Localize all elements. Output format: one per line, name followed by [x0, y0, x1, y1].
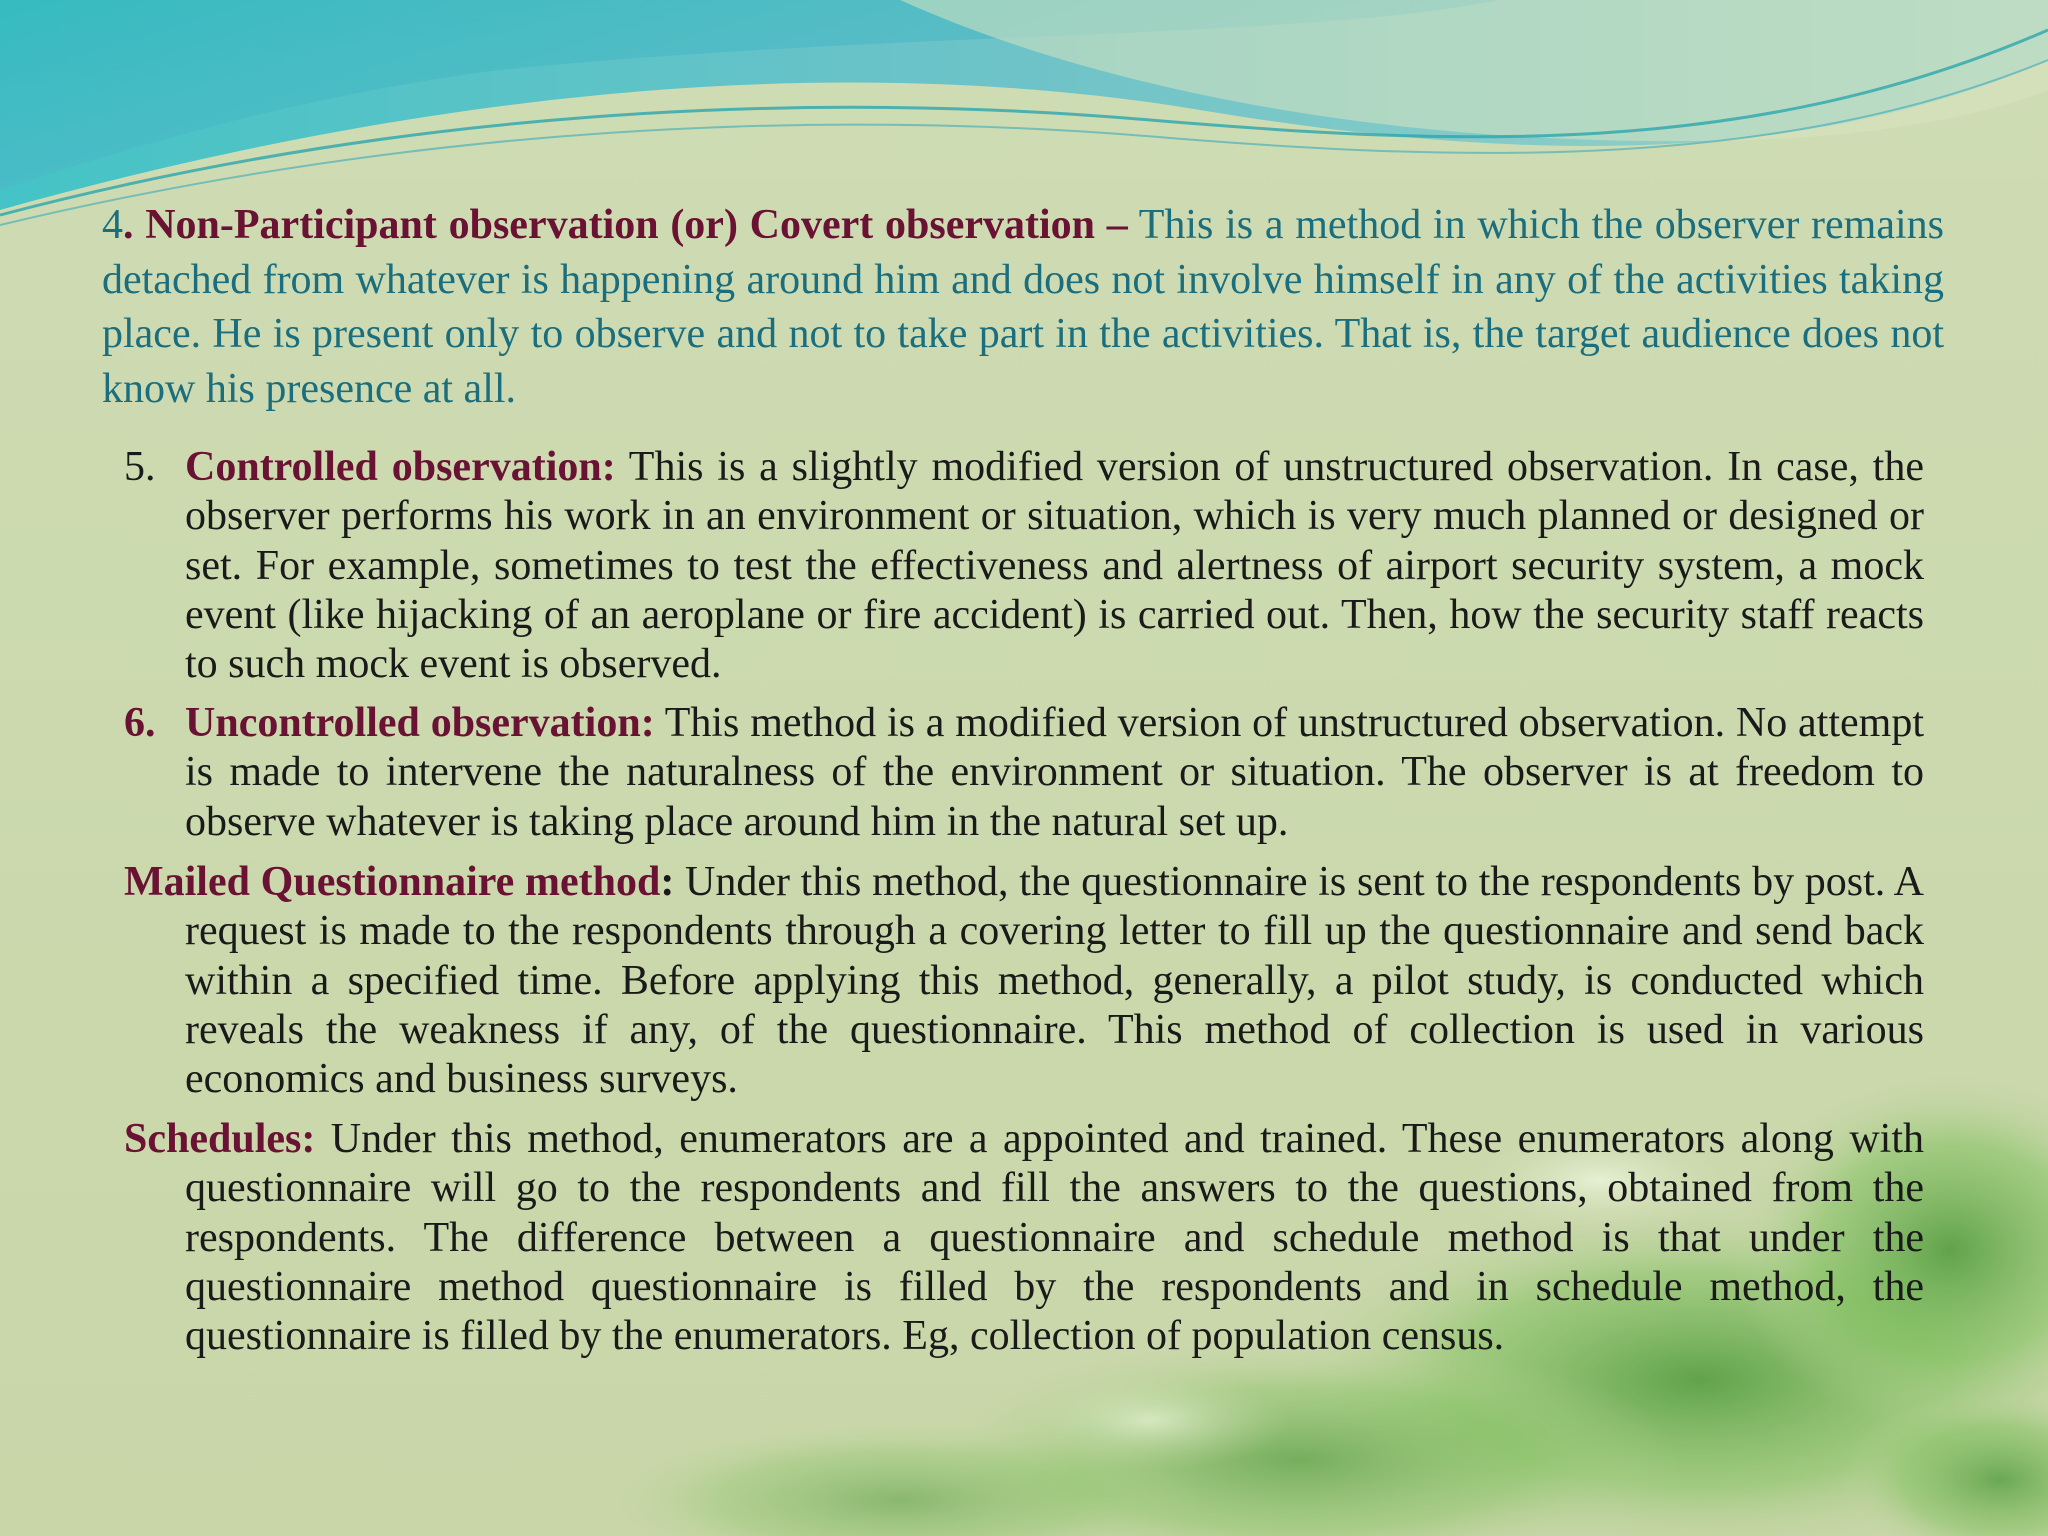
list-item-schedules	[124, 1115, 1924, 1361]
list-item-uncontrolled-observation	[124, 699, 1924, 847]
item-body: This is a slightly modified version of unstructured observation. In case, the observer performs his work in an environment or situation, which is very much planned or designed or set. For example, sometimes to test the effectiveness and alertness of airport security system, a mock event (like hijacking of an aeroplane or fire accident) is carried out. Then, how the security staff reacts to such mock event is observed.	[185, 444, 1924, 688]
item-body: This is a method in which the observer remains detached from whatever is happening around him and does not involve himself in any of the activities taking place. He is present only to observe and not to take part in the activities. That is, the target audience does not know his presence at all.	[102, 202, 1945, 412]
list-item-controlled-observation	[124, 443, 1924, 689]
item-body: Under this method, the questionnaire is sent to the respondents by post. A request is made to the respondents through a covering letter to fill up the questionnaire and send back within a specified time. Before applying this method, generally, a pilot study, is conducted which reveals the weakness if any, of the questionnaire. This method of collection is used in various economics and business surveys.	[185, 859, 1925, 1103]
item-number: 4	[102, 202, 123, 248]
item-heading: Mailed Questionnaire method	[124, 859, 661, 905]
item-number: 5.	[124, 444, 156, 490]
item-heading: . Non-Participant observation (or) Covert observation	[123, 202, 1095, 248]
item-body: Under this method, enumerators are a appointed and trained. These enumerators along with questionnaire will go to the respondents and fill the answers to the questions, obtained from the respondents. The difference between a questionnaire and schedule method is that under the questionnaire method questionnaire is filled by the respondents and in schedule method, the questionnaire is filled by the enumerators. Eg, collection of population census.	[185, 1116, 1924, 1360]
item-body: This method is a modified version of unstructured observation. No attempt is made to intervene the naturalness of the environment or situation. The observer is at freedom to observe whatever is taking place around him in the natural set up.	[185, 700, 1924, 845]
item-number: 6.	[124, 700, 156, 746]
list-item-mailed-questionnaire	[124, 858, 1924, 1104]
item-heading: Controlled observation:	[185, 444, 616, 490]
heading-dash: –	[1095, 202, 1128, 248]
paragraph-non-participant-observation	[102, 198, 1944, 416]
heading-colon: :	[660, 859, 675, 905]
item-heading: Schedules:	[124, 1116, 316, 1162]
item-heading: Uncontrolled observation:	[185, 700, 655, 746]
